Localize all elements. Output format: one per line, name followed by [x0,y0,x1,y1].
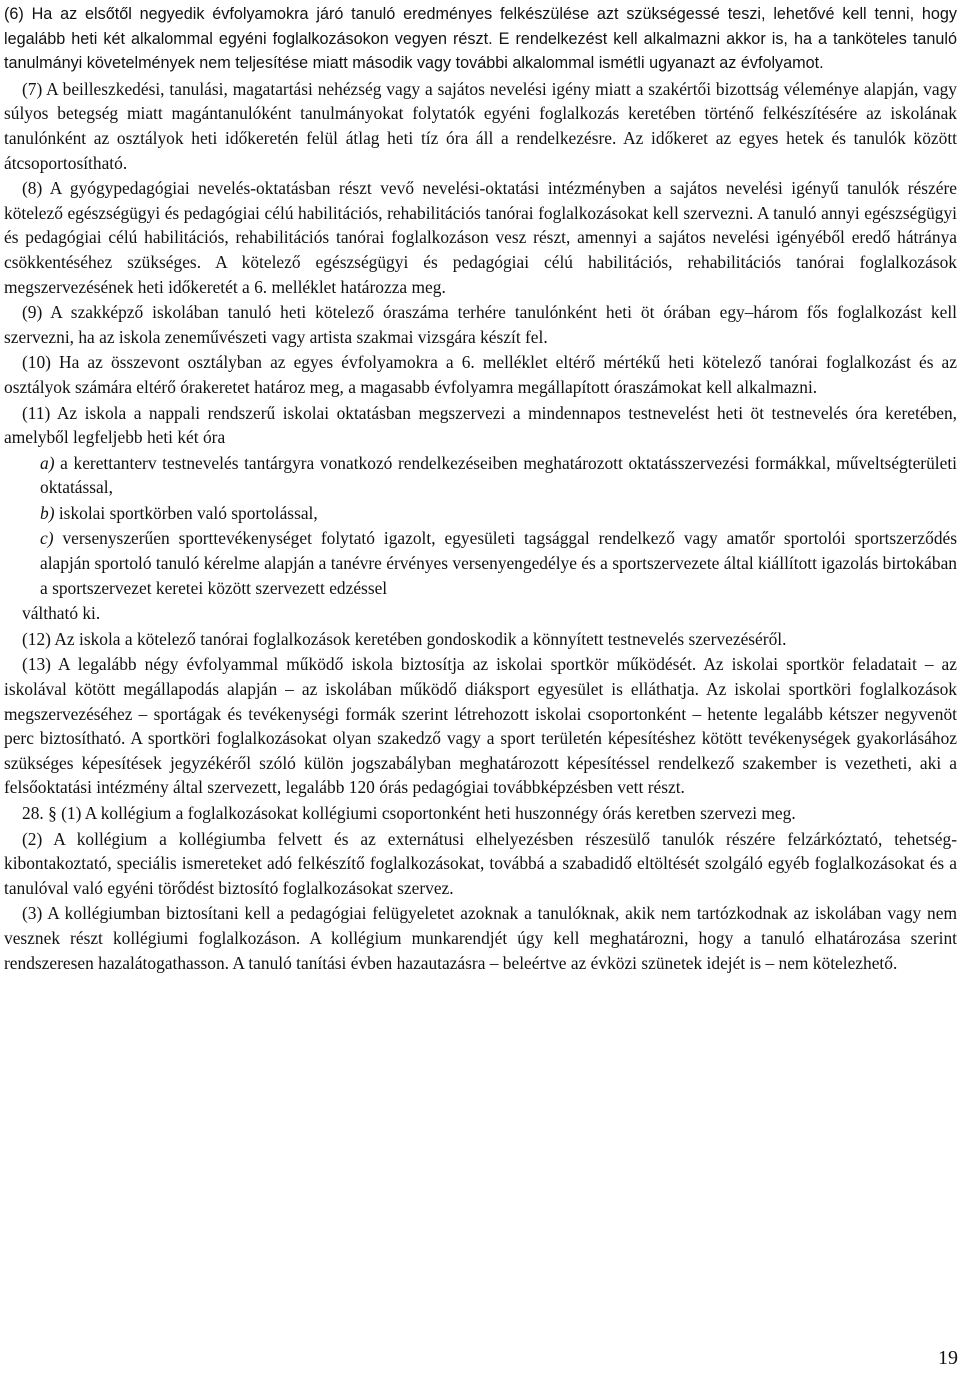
list-item-text: iskolai sportkörben való sportolással, [54,502,318,523]
paragraph-11-closing: váltható ki. [22,603,101,624]
list-item-a [4,451,957,500]
paragraph-12: (12) Az iskola a kötelező tanórai foglalkozások keretében gondoskodik a könnyített testnevelés szervezéséről. [22,628,787,649]
section-28-paragraph-3: (3) A kollégiumban biztosítani kell a pedagógiai felügyeletet azoknak a tanulóknak, akik nem tartózkodnak az iskolában vagy nem vesznek részt kollégiumi foglalkozáson. A kollégium munkarendjét úgy kell meghatározni, hogy a tanuló elhatározása szerint rendszeresen hazalátogathasson. A tanuló tanítási évben hazautazásra – beleértve az évközi szünetek idejét is – nem kötelezhető. [4,903,957,973]
document-page [4,2,957,976]
paragraph-13: (13) A legalább négy évfolyammal működő iskola biztosítja az iskolai sportkör működését. Az iskolai sportkör feladatait – az iskolával kötött megállapodás alapján – az iskolában működő diáksport egyesület is elláthatja. Az iskolai sportköri foglalkozások megszervezéséhez – sportágak és tevékenységi formák szerint létrehozott iskolai csoportonként – hetente legalább kétszer negyvenöt perc biztosítható. A sportköri foglalkozásokat olyan szakedző vagy a sport területén képesítéshez kötött tevékenységek gyakorlásához szükséges képesítések jegyzékéről szóló külön jogszabályban meghatározott képesítéssel rendelkező szakember is vezetheti, aki a felsőoktatási intézmény által szervezett, legalább 120 órás pedagógiai továbbképzésben vett részt. [4,654,957,798]
section-28-paragraph-2: (2) A kollégium a kollégiumba felvett és az externátusi elhelyezésben részesülő tanulók részére felzárkóztató, tehetség-kibontakoztató, speciális ismereteket adó felkészítő foglalkozásokat, továbbá a szabadidő eltöltését szolgáló egyéb foglalkozásokat és a tanulóval való egyéni törődést biztosító foglalkozásokat szervez. [4,828,957,898]
paragraph-10: (10) Ha az összevont osztályban az egyes évfolyamokra a 6. melléklet eltérő mértékű heti kötelező tanórai foglalkozást és az osztályok számára eltérő órakeretet határoz meg, a magasabb évfolyamra megállapított óraszámokat kell alkalmazni. [4,352,957,397]
list-item-text: a kerettanterv testnevelés tantárgyra vonatkozó rendelkezéseiben meghatározott oktatásszervezési formákkal, műveltségterületi oktatással, [40,452,957,498]
paragraph-8: (8) A gyógypedagógiai nevelés-oktatásban részt vevő nevelési-oktatási intézményben a sajátos nevelési igényű tanulók részére kötelező egészségügyi és pedagógiai célú habilitációs, rehabilitációs tanórai foglalkozásokat kell szervezni. A tanuló annyi egészségügyi és pedagógiai célú habilitációs, rehabilitációs tanórai foglalkozáson vesz részt, amennyi a sajátos nevelési igényéből eredő hátránya csökkentéséhez szükséges. A kötelező egészségügyi és pedagógiai célú habilitációs, rehabilitációs tanórai foglalkozások megszervezésének heti időkeretét a 6. melléklet határozza meg. [4,178,957,297]
list-item-text: versenyszerűen sporttevékenységet folytató igazolt, egyesületi tagsággal rendelkező vagy amatőr sportolói sportszerződés alapján sportoló tanuló kérelme alapján a tanévre érvényes versenyengedélye és a sportszervezete által kiállított igazolás birtokában a sportszervezet keretei között szervezett edzéssel [40,528,957,598]
list-item-label: a) [40,452,55,473]
paragraph-6: (6) Ha az elsőtől negyedik évfolyamokra járó tanuló eredményes felkészülése azt szükségessé teszi, lehetővé kell tenni, hogy legalább heti két alkalommal egyéni foglalkozásokon vegyen részt. E rendelkezést kell alkalmazni akkor is, ha a tanköteles tanuló tanulmányi követelmények nem teljesítése miatt második vagy további alkalommal ismétli ugyanazt az évfolyamot. [4,5,957,73]
page-number: 19 [938,1347,958,1369]
paragraph-9: (9) A szakképző iskolában tanuló heti kötelező óraszáma terhére tanulónként heti öt órában egy–három fős foglalkozást kell szervezni, ha az iskola zeneművészeti vagy artista szakmai vizsgára készít fel. [4,302,957,347]
list-item-label: c) [40,528,54,549]
paragraph-7: (7) A beilleszkedési, tanulási, magatartási nehézség vagy a sajátos nevelési igény miatt a szakértői bizottság véleménye alapján, vagy súlyos betegség miatt magántanulóként tanulmányokat folytatók egyéni foglalkozás keretében történő felkészítésére az iskolának tanulónként az osztályok heti időkeretén felül átlag heti tíz óra áll a rendelkezésre. Az időkeret az egyes hetek és tanulók között átcsoportosítható. [4,78,957,173]
list-item-b [4,501,957,526]
section-28-paragraph-1: 28. § (1) A kollégium a foglalkozásokat kollégiumi csoportonként heti huszonnégy órás keretben szervezi meg. [22,803,796,823]
paragraph-11: (11) Az iskola a nappali rendszerű iskolai oktatásban megszervezi a mindennapos testnevelést heti öt testnevelés óra keretében, amelyből legfeljebb heti két óra [4,402,957,448]
list-item-label: b) [40,502,55,523]
list-item-c [4,526,957,600]
